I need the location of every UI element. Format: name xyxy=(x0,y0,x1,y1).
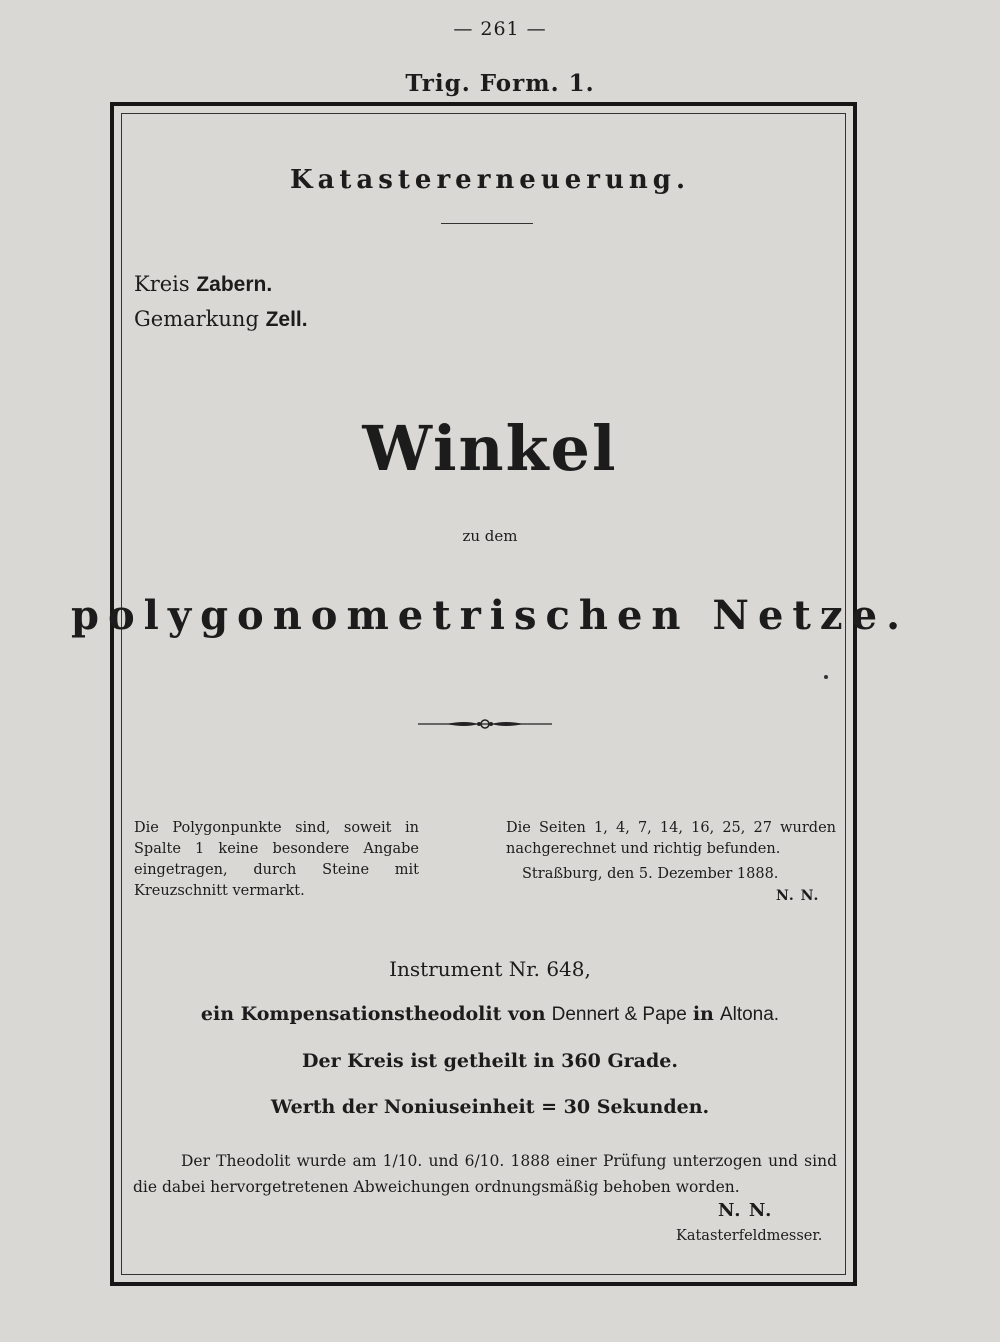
subtitle: polygonometrischen Netze. xyxy=(70,592,909,639)
kreis-line xyxy=(134,272,272,297)
page-number: — 261 — xyxy=(453,18,547,40)
instrument-mid: in xyxy=(692,1003,714,1025)
kreis-label: Kreis xyxy=(134,272,190,296)
instrument-place: Altona. xyxy=(719,1004,780,1025)
gemarkung-label: Gemarkung xyxy=(134,307,259,331)
right-note: Die Seiten 1, 4, 7, 14, 16, 25, 27 wurden nachgerechnet und richtig befunden. xyxy=(506,820,836,857)
signer-title: Katasterfeldmesser. xyxy=(676,1228,823,1244)
gemarkung-value: Zell. xyxy=(265,308,308,331)
main-title: Winkel xyxy=(362,412,618,485)
circle-division: Der Kreis ist getheilt in 360 Grade. xyxy=(302,1050,678,1072)
signature-2: N. N. xyxy=(718,1200,773,1221)
instrument-description xyxy=(0,1003,980,1026)
theodolite-note: Der Theodolit wurde am 1/10. und 6/10. 1888 einer Prüfung unterzogen und sind die dabei hervorgetretenen Abweichungen ordnungsmäßig behoben worden. xyxy=(133,1152,837,1196)
instrument-maker: Dennert & Pape xyxy=(551,1004,687,1025)
nonius-value: Werth der Noniuseinheit = 30 Sekunden. xyxy=(270,1096,710,1118)
left-note: Die Polygonpunkte sind, soweit in Spalte 1 keine besondere Angabe eingetragen, durch Steine mit Kreuzschnitt vermarkt. xyxy=(134,820,419,899)
instrument-line: Instrument Nr. 648, xyxy=(389,957,591,981)
document-heading: Katastererneuerung. xyxy=(289,165,691,195)
gemarkung-line xyxy=(134,307,308,332)
ornament-divider xyxy=(416,716,554,732)
heading-rule xyxy=(441,223,533,224)
print-speck xyxy=(824,675,828,679)
signature-1: N. N. xyxy=(776,888,820,904)
place-date: Straßburg, den 5. Dezember 1888. xyxy=(522,866,779,882)
form-title: Trig. Form. 1. xyxy=(405,70,595,97)
instrument-prefix: ein Kompensationstheodolit von xyxy=(200,1003,546,1025)
title-connector: zu dem xyxy=(462,527,518,545)
kreis-value: Zabern. xyxy=(196,273,273,296)
